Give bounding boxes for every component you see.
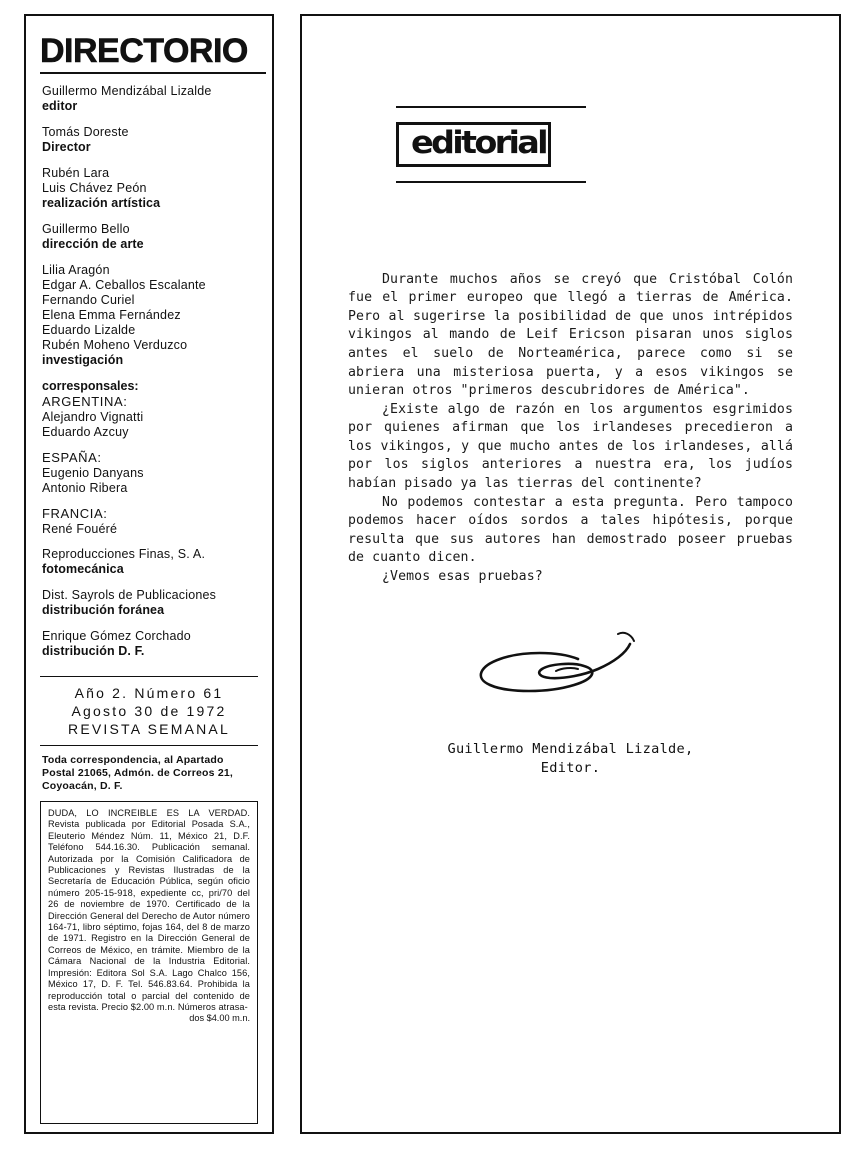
country-label: FRANCIA: [42, 506, 108, 521]
credit-name: Fernando Curiel [42, 293, 135, 307]
correspondents-group [38, 506, 260, 537]
credit-name: Rubén Lara [42, 166, 110, 180]
credit-name: Lilia Aragón [42, 263, 110, 277]
issue-date: Agosto 30 de 1972 [71, 703, 227, 719]
editorial-body [348, 271, 793, 587]
credit-block [42, 263, 260, 368]
correspondents-group [38, 450, 260, 496]
credit-block [42, 125, 260, 155]
correspondents-group [38, 394, 260, 440]
correspondence-address: Toda correspondencia, al Apartado Postal 21065, Admón. de Correos 21, Coyoacán, D. F. [42, 754, 234, 792]
credit-name: Enrique Gómez Corchado [42, 629, 191, 643]
country-label: ESPAÑA: [42, 450, 102, 465]
credit-name: Eduardo Lizalde [42, 323, 136, 337]
country-label: ARGENTINA: [42, 394, 128, 409]
credit-role: distribución foránea [42, 603, 165, 617]
credit-name: Rubén Moheno Verduzco [42, 338, 188, 352]
editorial-rule-top [396, 106, 586, 108]
editorial-paragraph: Durante muchos años se creyó que Cristóbal Colón fue el primer europeo que llegó a tierras de América. Pero al sugerirse la posibilidad de que unos intrépidos vikingos al mando de Leif Ericson pisaran unos siglos antes el suelo de Norteamérica, parece como si se abriera una misteriosa puerta, y a esos vikingos se unieran otros "primeros descubridores de América". [348, 271, 793, 399]
issue-frequency: REVISTA SEMANAL [68, 721, 230, 737]
credit-name: Reproducciones Finas, S. A. [42, 547, 206, 561]
correspondents-label: corresponsales: [42, 379, 139, 393]
credit-name: Guillermo Bello [42, 222, 130, 236]
service-block [42, 547, 260, 577]
credit-role: realización artística [42, 196, 161, 210]
credit-name: Alejandro Vignatti [42, 410, 144, 424]
credit-role: dirección de arte [42, 237, 144, 251]
page-title: DIRECTORIO [40, 32, 248, 70]
credit-name: Elena Emma Fernández [42, 308, 181, 322]
signoff-name: Guillermo Mendizábal Lizalde, [447, 740, 694, 757]
editorial-paragraph: No podemos contestar a esta pregunta. Pero tampoco podemos hacer oídos sordos a tales hipótesis, porque resulta que sus autores han demostrado poseer pruebas de cuanto dicen. [348, 494, 793, 566]
editorial-panel [300, 14, 841, 1134]
credit-name: Antonio Ribera [42, 481, 128, 495]
legal-notice-text: DUDA, LO INCREIBLE ES LA VERDAD. Revista publicada por Editorial Posada S.A., Eleuterio Méndez Núm. 11, México 21, D.F. Teléfono 544.16.30. Publicación semanal. Autorizada por la Comisión Calificadora de Publicaciones y Revistas Ilustradas de la Secretaría de Educación Pública, según oficio número 205-15-918, expediente cc, pri/70 del 26 de noviembre de 1970. Certificado de la Dirección General del Derecho de Autor número 164-71, libro séptimo, fojas 164, del 8 de marzo de 1971. Registro en la Dirección General de Correos de México, en trámite. Miembro de la Cámara Nacional de la Industria Editorial. Impresión: Editora Sol S.A. Lago Chalco 156, México 17, D. F. Tel. 546.83.64. Prohibida la reproducción total o parcial del contenido de esta revista. Precio $2.00 m.n. Números atrasa- [48, 808, 250, 1012]
credit-name: Edgar A. Ceballos Escalante [42, 278, 206, 292]
credit-block [42, 166, 260, 211]
credit-name: Dist. Sayrols de Publicaciones [42, 588, 217, 602]
credit-name: Luis Chávez Peón [42, 181, 147, 195]
editorial-rule-bottom [396, 181, 586, 183]
credit-name: Tomás Doreste [42, 125, 129, 139]
signoff-role: Editor. [540, 759, 601, 776]
signature-mark [438, 623, 668, 701]
issue-info [40, 676, 258, 746]
service-block [42, 629, 260, 659]
issue-year-number: Año 2. Número 61 [74, 685, 224, 701]
credit-name: René Fouéré [42, 522, 118, 536]
credit-block [42, 84, 260, 114]
credit-role: fotomecánica [42, 562, 124, 576]
credit-role: Director [42, 140, 91, 154]
editorial-logo-box [396, 122, 551, 167]
credit-name: Guillermo Mendizábal Lizalde [42, 84, 212, 98]
editorial-paragraph: ¿Existe algo de razón en los argumentos esgrimidos por quienes afirman que los irlandeses precedieron a los vikingos, y que mucho antes de los irlandeses, allá por los siglos anteriores a nuestra era, los judíos habían pisado ya las tierras del continente? [348, 401, 793, 492]
editorial-logo-group [396, 106, 586, 183]
legal-notice-last-line: dos $4.00 m.n. [189, 1013, 250, 1024]
credit-role: investigación [42, 353, 124, 367]
credit-name: Eduardo Azcuy [42, 425, 129, 439]
editorial-logo-text: editorial [411, 125, 546, 161]
editorial-paragraph: ¿Vemos esas pruebas? [382, 569, 543, 585]
credit-role: distribución D. F. [42, 644, 145, 658]
credit-block [42, 222, 260, 252]
title-divider [40, 72, 266, 74]
directory-panel [24, 14, 274, 1134]
editorial-signoff [348, 740, 793, 778]
credit-name: Eugenio Danyans [42, 466, 144, 480]
credit-role: editor [42, 99, 78, 113]
service-block [42, 588, 260, 618]
legal-notice-box [40, 801, 258, 1124]
